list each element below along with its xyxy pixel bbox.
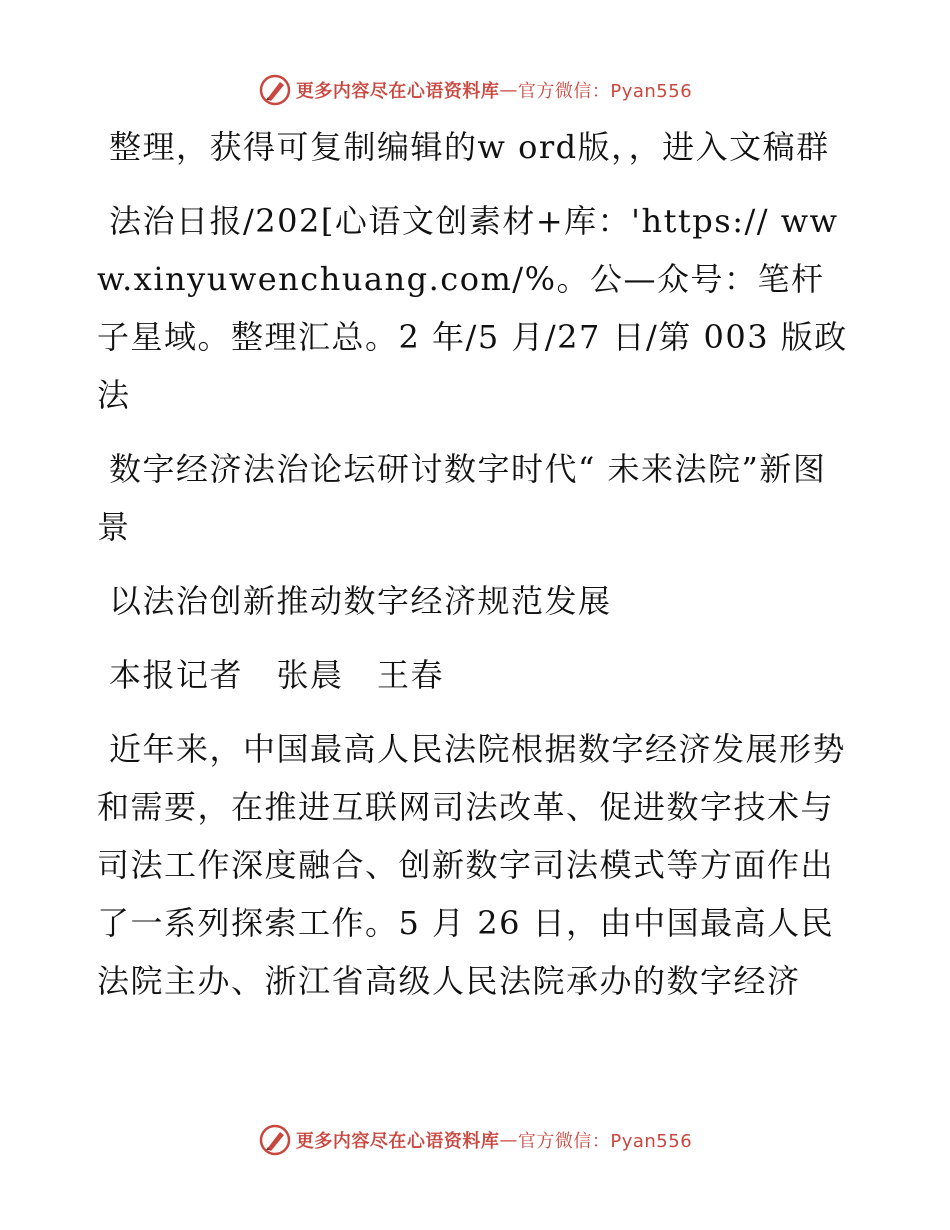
watermark-text: 更多内容尽在心语资料库	[295, 81, 500, 102]
watermark-dash: —	[499, 1129, 518, 1151]
pen-logo-icon	[258, 1123, 292, 1157]
header-watermark	[0, 70, 950, 110]
watermark-text: 更多内容尽在心语资料库	[295, 1131, 500, 1152]
byline: 本报记者 张晨 王春	[109, 656, 445, 694]
document-body	[97, 118, 857, 1026]
article-subheadline: 以法治创新推动数字经济规范发展	[109, 582, 612, 620]
intro-paragraph: 整理，获得可复制编辑的w ord版，，进入文稿群	[109, 128, 830, 166]
watermark-dash: —	[499, 79, 518, 101]
body-paragraph: 近年来，中国最高人民法院根据数字经济发展形势和需要，在推进互联网司法改革、促进数字技术与司法工作深度融合、创新数字司法模式等方面作出了一系列探索工作。5 月 26 日，由中国最高人民法院主办、浙江省高级人民法院承办的数字经济	[97, 730, 847, 1000]
source-line: 法治日报/202[心语文创素材+库：'https:// www.xinyuwenchuang.com/%。公—众号：笔杆子星域。整理汇总。2 年/5 月/27 日/第 003 版政法	[97, 202, 848, 414]
pen-logo-icon	[258, 73, 292, 107]
watermark-contact: 官方微信：Pyan556	[517, 81, 693, 102]
watermark-contact: 官方微信：Pyan556	[517, 1131, 693, 1152]
footer-watermark	[0, 1120, 950, 1160]
article-headline: 数字经济法治论坛研讨数字时代“ 未来法院”新图景	[97, 450, 827, 546]
